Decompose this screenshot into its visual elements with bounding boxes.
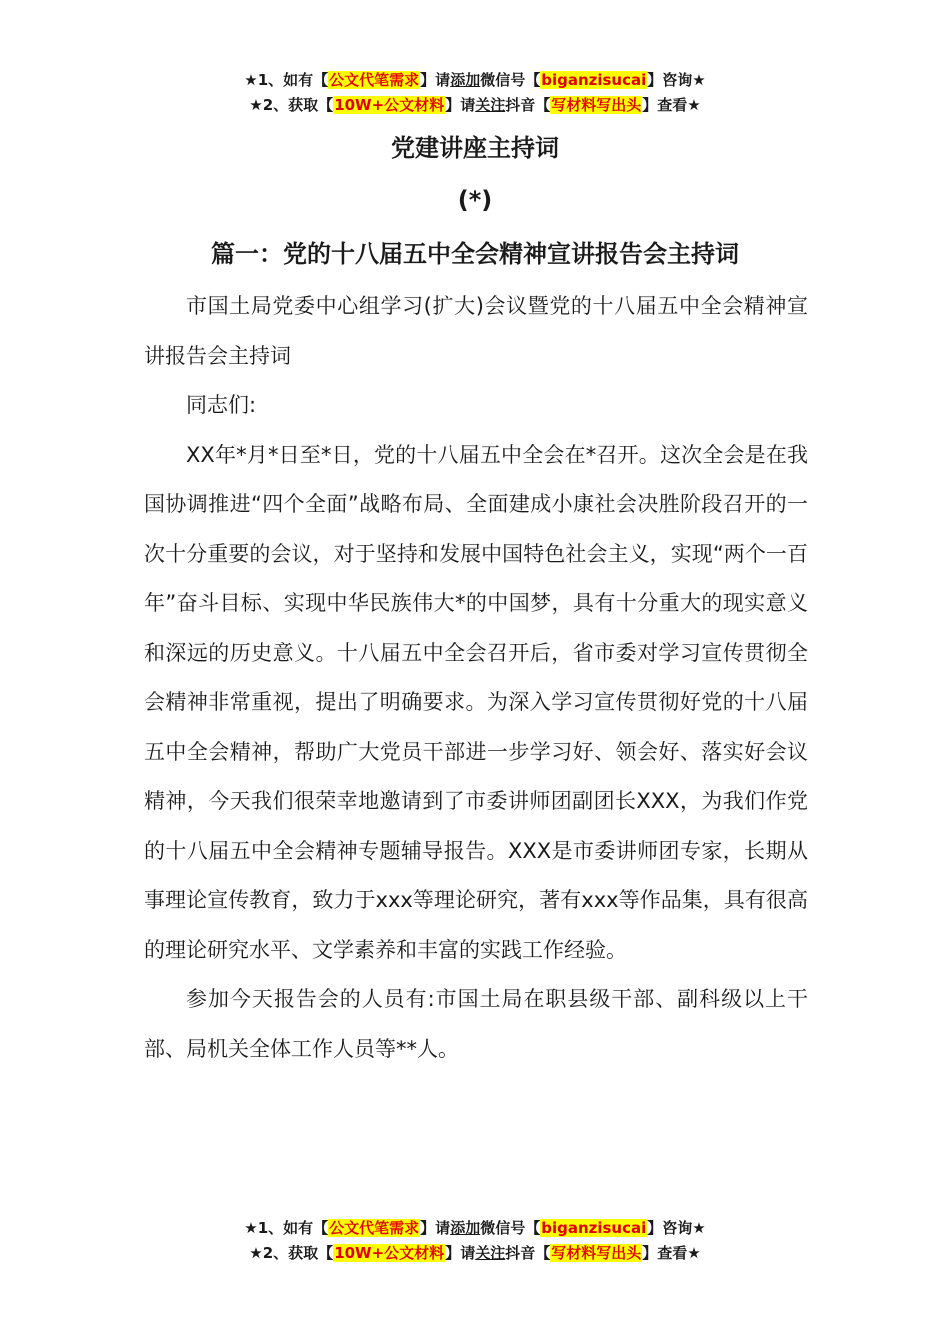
document-title: 党建讲座主持词 xyxy=(391,134,559,162)
wechat-id-highlight: biganzisucai xyxy=(541,71,647,89)
body-paragraph: 市国土局党委中心组学习(扩大)会议暨党的十八届五中全会精神宣讲报告会主持词 xyxy=(144,294,808,368)
body-paragraph: XX年*月*日至*日，党的十八届五中全会在*召开。这次全会是在我国协调推进“四个全面”战略布局、全面建成小康社会决胜阶段召开的一次十分重要的会议，对于坚持和发展中国特色社会主义，实现“两个一百年”奋斗目标、实现中华民族伟大*的中国梦，具有十分重大的现实意义和深远的历史意义。十八届五中全会召开后，省市委对学习宣传贯彻全会精神非常重视，提出了明确要求。为深入学习宣传贯彻好党的十八届五中全会精神，帮助广大党员干部进一步学习好、领会好、落实好会议精神，今天我们很荣幸地邀请到了市委讲师团副团长XXX，为我们作党的十八届五中全会精神专题辅导报告。XXX是市委讲师团专家，长期从事理论宣传教育，致力于xxx等理论研究，著有xxx等作品集，具有很高的理论研究水平、文学素养和丰富的实践工作经验。 xyxy=(144,442,808,962)
douyin-name-highlight: 写材料写出头 xyxy=(551,96,642,114)
document-subtitle: (*) xyxy=(457,186,493,214)
promo-line-2: ★2、获取【10W+公文材料】请关注抖音【写材料写出头】查看★ xyxy=(249,1244,701,1262)
promo-underline: 添加 xyxy=(450,71,481,89)
footer-promo-banner xyxy=(0,1216,950,1266)
promo-line-1: ★1、如有【公文代笔需求】请添加微信号【biganzisucai】咨询★ xyxy=(244,1219,706,1237)
promo-highlight: 10W+公文材料 xyxy=(334,1244,445,1262)
body-paragraph: 参加今天报告会的人员有:市国土局在职县级干部、副科级以上干部、局机关全体工作人员等**人。 xyxy=(144,987,808,1061)
document-body xyxy=(144,282,808,1074)
promo-highlight: 公文代笔需求 xyxy=(329,71,420,89)
promo-underline: 添加 xyxy=(450,1219,481,1237)
promo-underline: 关注 xyxy=(475,96,506,114)
promo-highlight: 10W+公文材料 xyxy=(334,96,445,114)
header-promo-banner xyxy=(0,68,950,118)
section-title: 篇一：党的十八届五中全会精神宣讲报告会主持词 xyxy=(211,240,739,268)
douyin-name-highlight: 写材料写出头 xyxy=(551,1244,642,1262)
promo-highlight: 公文代笔需求 xyxy=(329,1219,420,1237)
promo-line-1: ★1、如有【公文代笔需求】请添加微信号【biganzisucai】咨询★ xyxy=(244,71,706,89)
wechat-id-highlight: biganzisucai xyxy=(541,1219,647,1237)
promo-underline: 关注 xyxy=(475,1244,506,1262)
body-paragraph: 同志们: xyxy=(186,393,257,417)
promo-line-2: ★2、获取【10W+公文材料】请关注抖音【写材料写出头】查看★ xyxy=(249,96,701,114)
